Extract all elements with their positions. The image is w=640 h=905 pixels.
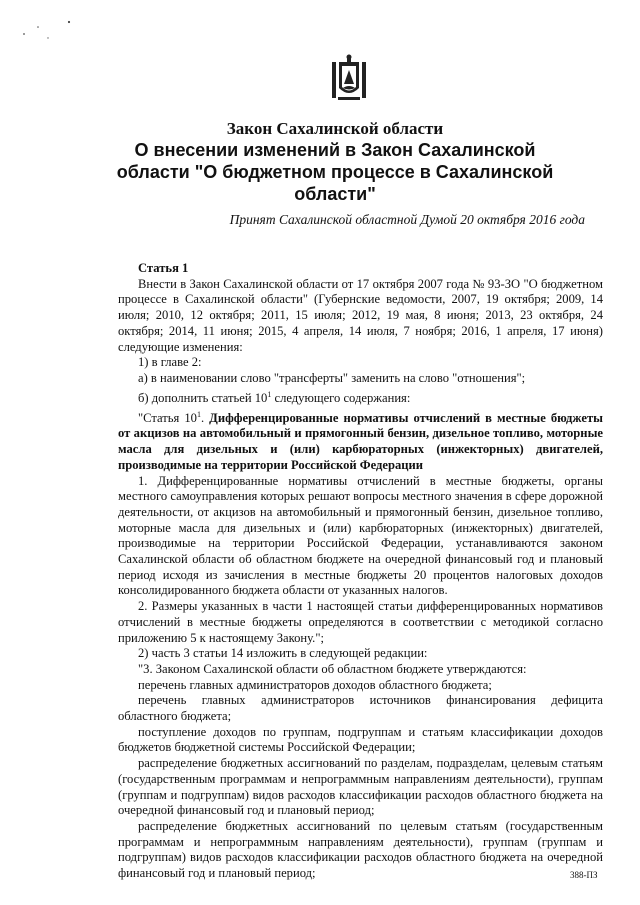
paragraph: 2) часть 3 статьи 14 изложить в следующей редакции: bbox=[138, 646, 428, 661]
paragraph: перечень главных администраторов источников финансирования дефицита областного бюджета; bbox=[118, 693, 603, 724]
paragraph: 1. Дифференцированные нормативы отчислений в местные бюджеты, органы местного самоуправления которых решают вопросы местного значения в сфере дорожной деятельности, от акцизов на автомобильный и прямогонный бензин, дизельное топливо, моторные масла для дизельных и (или) карбюраторных (инжекторных) двигателей, производимые на территории Российской Федерации, устанавливаются законом Сахалинской области об областном бюджете на очередной финансовый год и плановый период исходя из зачисления в местные бюджеты 20 процентов налоговых доходов консолидированного бюджета области от указанных налогов. bbox=[118, 473, 603, 598]
paragraph: распределение бюджетных ассигнований по разделам, подразделам, целевым статьям (государственным программам и непрограммным направлениям деятельности), группам (группам и подгруппам) видов расходов классификации расходов областного бюджета на очередной финансовый год и плановый период; bbox=[118, 756, 603, 818]
paragraph: б) дополнить статьей $10^1$ следующего содержания: bbox=[138, 389, 411, 405]
law-title bbox=[110, 118, 560, 205]
paragraph: поступление доходов по группам, подгруппам и статьям классификации доходов бюджетов бюджетной системы Российской Федерации; bbox=[118, 724, 603, 755]
title-line-2: О внесении изменений в Закон Сахалинской bbox=[134, 140, 536, 160]
paragraph: а) в наименовании слово "трансферты" заменить на слово "отношения"; bbox=[138, 370, 526, 385]
page-code: 388-ПЗ bbox=[570, 870, 598, 880]
paragraph: 2. Размеры указанных в части 1 настоящей статьи дифференцированных нормативов отчислений в местные бюджеты определяются в соответствии с методикой согласно приложению 5 к настоящему Закону."; bbox=[118, 599, 603, 645]
paragraph: "3. Законом Сахалинской области об областном бюджете утверждаются: bbox=[138, 661, 527, 676]
paragraph: 1) в главе 2: bbox=[138, 355, 202, 370]
adoption-line: Принят Сахалинской областной Думой 20 октября 2016 года bbox=[229, 212, 585, 227]
paragraph: "Статья $10^1$. Дифференцированные нормативы отчислений в местные бюджеты от акцизов на автомобильный и прямогонный бензин, дизельное топливо, моторные масла для дизельных и (или) карбюраторных (инжекторных) двигателей, производимые на территории Российской Федерации bbox=[118, 409, 603, 472]
title-line-4: области" bbox=[294, 184, 376, 204]
scan-specks bbox=[14, 14, 74, 54]
coat-of-arms-icon bbox=[330, 54, 368, 102]
paragraph: перечень главных администраторов доходов областного бюджета; bbox=[138, 677, 492, 692]
article-heading: Статья 1 bbox=[138, 261, 189, 275]
paragraph: Внести в Закон Сахалинской области от 17 октября 2007 года № 93-ЗО "О бюджетном процессе в Сахалинской области" (Губернские ведомости, 2007, 19 октября; 2009, 14 июля; 2010, 12 октября; 2011, 15 июля; 2012, 19 мая, 8 июня; 2013, 23 октября, 24 октября; 2014, 11 июня; 2015, 4 апреля, 14 июля, 7 ноября; 2016, 1 апреля, 17 июня) следующие изменения: bbox=[118, 276, 603, 354]
paragraph: распределение бюджетных ассигнований по целевым статьям (государственным программам и непрограммным направлениям деятельности), группам (группам и подгруппам) видов расходов классификации расходов областного бюджета на очередной финансовый год и плановый период; bbox=[118, 818, 603, 881]
title-line-1: Закон Сахалинской области bbox=[226, 119, 444, 138]
document-body bbox=[118, 261, 603, 882]
title-line-3: области "О бюджетном процессе в Сахалинской bbox=[116, 162, 554, 182]
